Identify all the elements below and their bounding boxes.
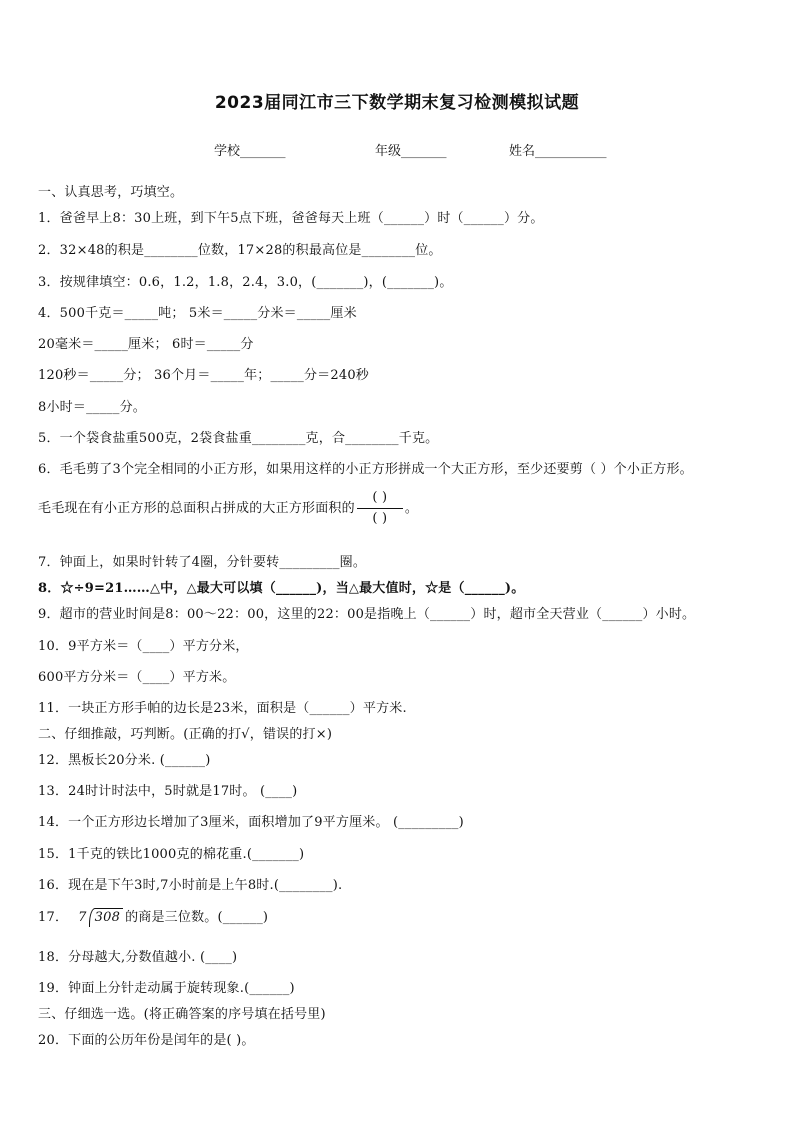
question-17-tail: 的商是三位数。(______) — [125, 910, 269, 925]
question-17 — [38, 906, 268, 927]
question-14: 14．一个正方形边长增加了3厘米，面积增加了9平方厘米。 (_________) — [38, 815, 464, 830]
grade-field[interactable]: 年级_______ — [375, 144, 447, 159]
question-7: 7．钟面上，如果时针转了4圈，分针要转_________圈。 — [38, 555, 367, 570]
question-6-line-2 — [38, 489, 418, 528]
fraction-numerator: ( ) — [372, 490, 388, 505]
question-15: 15．1千克的铁比1000克的棉花重.(_______) — [38, 847, 305, 862]
question-19: 19．钟面上分针走动属于旋转现象.(______) — [38, 981, 295, 996]
section-1-heading: 一、认真思考，巧填空。 — [38, 185, 184, 200]
question-18: 18．分母越大,分数值越小. (____) — [38, 950, 238, 965]
question-6-line-2-tail: 。 — [404, 501, 419, 516]
question-4-line-4: 8小时＝_____分。 — [38, 400, 146, 415]
question-5: 5．一个袋食盐重500克，2袋食盐重________克，合________千克。 — [38, 431, 439, 446]
question-10-line-2: 600平方分米＝（____）平方米。 — [38, 670, 236, 685]
question-4: 4．500千克＝_____吨； 5米＝_____分米＝_____厘米 — [38, 306, 357, 321]
question-10: 10．9平方米＝（____）平方分米， — [38, 639, 249, 654]
question-20: 20．下面的公历年份是闰年的是( )。 — [38, 1033, 255, 1048]
question-4-line-3: 120秒＝_____分； 36个月＝_____年；_____分＝240秒 — [38, 368, 370, 383]
long-division — [70, 908, 123, 927]
name-field[interactable]: 姓名___________ — [509, 144, 607, 159]
section-3-heading: 三、仔细选一选。(将正确答案的序号填在括号里) — [38, 1007, 326, 1022]
question-17-number: 17． — [38, 910, 69, 925]
question-1: 1．爸爸早上8：30上班，到下午5点下班，爸爸每天上班（______）时（______）分。 — [38, 211, 544, 226]
question-12: 12．黑板长20分米. (______) — [38, 753, 211, 768]
fraction-denominator: ( ) — [372, 511, 388, 526]
question-4-line-2: 20毫米＝_____厘米； 6时＝_____分 — [38, 337, 254, 352]
dividend: 308 — [89, 908, 123, 927]
question-2: 2．32×48的积是________位数，17×28的积最高位是________位。 — [38, 243, 442, 258]
question-6: 6．毛毛剪了3个完全相同的小正方形，如果用这样的小正方形拼成一个大正方形，至少还要剪（ ）个小正方形。 — [38, 462, 693, 477]
question-8: 8．☆÷9=21……△中，△最大可以填（______)，当△最大值时，☆是（______)。 — [38, 581, 525, 596]
question-16: 16．现在是下午3时,7小时前是上午8时.(________). — [38, 878, 343, 893]
question-3: 3．按规律填空：0.6，1.2，1.8，2.4，3.0，(_______)，(_______)。 — [38, 275, 453, 290]
question-13: 13．24时计时法中，5时就是17时。 (____) — [38, 784, 298, 799]
divisor: 7 — [78, 910, 87, 925]
section-2-heading: 二、仔细推敲，巧判断。(正确的打√，错误的打×) — [38, 727, 333, 742]
question-9: 9．超市的营业时间是8：00～22：00，这里的22：00是指晚上（______）时，超市全天营业（______）小时。 — [38, 607, 696, 622]
school-field[interactable]: 学校_______ — [214, 144, 286, 159]
question-6-line-2-text: 毛毛现在有小正方形的总面积占拼成的大正方形面积的 — [38, 501, 355, 516]
fraction-blank[interactable] — [357, 489, 403, 528]
fraction-bar — [357, 508, 403, 509]
page-title: 2023届同江市三下数学期末复习检测模拟试题 — [214, 93, 580, 113]
question-11: 11．一块正方形手帕的边长是23米，面积是（______）平方米. — [38, 701, 407, 716]
